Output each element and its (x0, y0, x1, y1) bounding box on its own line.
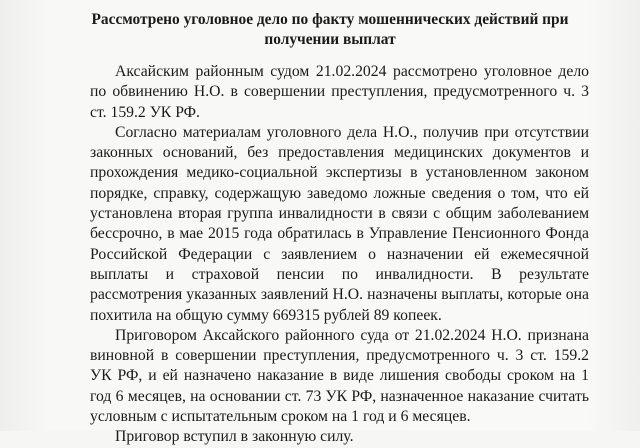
document-body (90, 62, 589, 448)
document-title: Рассмотрено уголовное дело по факту мошеннических действий при получении выплат (91, 11, 569, 48)
paragraph-court-case: Аксайским районным судом 21.02.2024 рассмотрено уголовное дело по обвинению Н.О. в совершении преступления, предусмотренного ч. 3 ст. 159.2 УК РФ. (90, 63, 589, 121)
paragraph-case-materials: Согласно материалам уголовного дела Н.О., получив при отсутствии законных оснований, без предоставления медицинских документов и прохождения медико-социальной экспертизы в установленном законом порядке, справку, содержащую заведомо ложные сведения о том, что ей установлена вторая группа инвалидности в связи с общим заболеванием бессрочно, в мае 2015 года обратилась в Управление Пенсионного Фонда Российской Федерации с заявлением о назначении ей ежемесячной выплаты и страховой пенсии по инвалидности. В результате рассмотрения указанных заявлений Н.О. назначены выплаты, которые она похитила на общую сумму 669315 рублей 89 копеек. (90, 123, 589, 324)
paragraph-verdict-in-force: Приговор вступил в законную силу. (115, 428, 354, 446)
paragraph-sentence: Приговором Аксайского районного суда от 21.02.2024 Н.О. признана виновной в совершении преступления, предусмотренного ч. 3 ст. 159.2 УК РФ, и ей назначено наказание в виде лишения свободы сроком на 1 год 6 месяцев, на основании ст. 73 УК РФ, назначенное наказание считать условным с испытательным сроком на 1 год и 6 месяцев. (90, 326, 589, 426)
